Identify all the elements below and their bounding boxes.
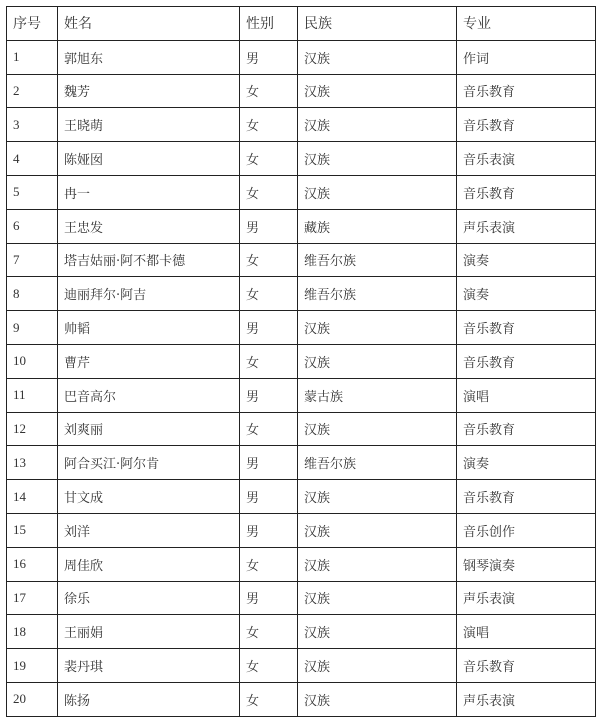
cell-name: 王丽娟 <box>58 615 240 649</box>
cell-index: 3 <box>7 108 58 142</box>
cell-gender: 男 <box>240 40 298 74</box>
cell-name: 冉一 <box>58 175 240 209</box>
table-row <box>7 243 596 277</box>
cell-name: 迪丽拜尔·阿吉 <box>58 277 240 311</box>
cell-major: 声乐表演 <box>457 581 596 615</box>
cell-gender: 女 <box>240 142 298 176</box>
cell-ethnicity: 汉族 <box>298 649 457 683</box>
table-row <box>7 547 596 581</box>
cell-ethnicity: 藏族 <box>298 209 457 243</box>
cell-name: 陈扬 <box>58 682 240 716</box>
cell-ethnicity: 汉族 <box>298 344 457 378</box>
cell-index: 15 <box>7 513 58 547</box>
cell-name: 塔吉姑丽·阿不都卡德 <box>58 243 240 277</box>
cell-name: 陈娅囡 <box>58 142 240 176</box>
cell-major: 音乐教育 <box>457 412 596 446</box>
cell-index: 7 <box>7 243 58 277</box>
header-index: 序号 <box>7 7 58 41</box>
cell-gender: 女 <box>240 74 298 108</box>
cell-major: 钢琴演奏 <box>457 547 596 581</box>
cell-gender: 女 <box>240 682 298 716</box>
cell-major: 演唱 <box>457 615 596 649</box>
header-name: 姓名 <box>58 7 240 41</box>
cell-gender: 女 <box>240 344 298 378</box>
cell-ethnicity: 汉族 <box>298 40 457 74</box>
cell-name: 阿合买江·阿尔肯 <box>58 446 240 480</box>
table-row <box>7 682 596 716</box>
cell-gender: 男 <box>240 581 298 615</box>
cell-major: 演奏 <box>457 277 596 311</box>
table-row <box>7 649 596 683</box>
cell-gender: 男 <box>240 378 298 412</box>
cell-gender: 女 <box>240 243 298 277</box>
cell-major: 音乐表演 <box>457 142 596 176</box>
cell-major: 音乐教育 <box>457 311 596 345</box>
cell-gender: 男 <box>240 311 298 345</box>
cell-major: 声乐表演 <box>457 209 596 243</box>
cell-ethnicity: 维吾尔族 <box>298 277 457 311</box>
cell-name: 曹芹 <box>58 344 240 378</box>
cell-major: 音乐教育 <box>457 480 596 514</box>
cell-name: 王晓萌 <box>58 108 240 142</box>
cell-index: 13 <box>7 446 58 480</box>
cell-ethnicity: 汉族 <box>298 480 457 514</box>
cell-index: 5 <box>7 175 58 209</box>
cell-ethnicity: 汉族 <box>298 175 457 209</box>
cell-name: 刘洋 <box>58 513 240 547</box>
cell-gender: 男 <box>240 480 298 514</box>
cell-ethnicity: 汉族 <box>298 412 457 446</box>
table-header-row <box>7 7 596 41</box>
cell-index: 17 <box>7 581 58 615</box>
cell-name: 裴丹琪 <box>58 649 240 683</box>
cell-gender: 女 <box>240 547 298 581</box>
cell-name: 王忠发 <box>58 209 240 243</box>
cell-major: 演奏 <box>457 243 596 277</box>
cell-index: 16 <box>7 547 58 581</box>
cell-index: 10 <box>7 344 58 378</box>
table-row <box>7 412 596 446</box>
cell-major: 音乐教育 <box>457 175 596 209</box>
table-row <box>7 142 596 176</box>
cell-index: 4 <box>7 142 58 176</box>
cell-gender: 女 <box>240 615 298 649</box>
table-body <box>7 40 596 716</box>
cell-ethnicity: 汉族 <box>298 142 457 176</box>
table-row <box>7 378 596 412</box>
cell-index: 1 <box>7 40 58 74</box>
table-row <box>7 209 596 243</box>
cell-ethnicity: 汉族 <box>298 74 457 108</box>
cell-index: 18 <box>7 615 58 649</box>
cell-major: 演唱 <box>457 378 596 412</box>
cell-major: 音乐创作 <box>457 513 596 547</box>
cell-name: 郭旭东 <box>58 40 240 74</box>
cell-ethnicity: 汉族 <box>298 581 457 615</box>
table-row <box>7 311 596 345</box>
cell-name: 徐乐 <box>58 581 240 615</box>
table-row <box>7 446 596 480</box>
cell-index: 11 <box>7 378 58 412</box>
cell-name: 甘文成 <box>58 480 240 514</box>
cell-index: 9 <box>7 311 58 345</box>
table-row <box>7 175 596 209</box>
header-gender: 性别 <box>240 7 298 41</box>
roster-table <box>6 6 596 717</box>
table-row <box>7 74 596 108</box>
cell-index: 6 <box>7 209 58 243</box>
table-row <box>7 513 596 547</box>
cell-index: 2 <box>7 74 58 108</box>
table-row <box>7 40 596 74</box>
cell-name: 巴音高尔 <box>58 378 240 412</box>
table-row <box>7 344 596 378</box>
header-ethnicity: 民族 <box>298 7 457 41</box>
cell-ethnicity: 汉族 <box>298 547 457 581</box>
cell-gender: 女 <box>240 108 298 142</box>
cell-gender: 女 <box>240 412 298 446</box>
cell-index: 12 <box>7 412 58 446</box>
cell-index: 8 <box>7 277 58 311</box>
cell-index: 19 <box>7 649 58 683</box>
cell-gender: 女 <box>240 649 298 683</box>
cell-ethnicity: 汉族 <box>298 108 457 142</box>
cell-ethnicity: 蒙古族 <box>298 378 457 412</box>
cell-ethnicity: 维吾尔族 <box>298 446 457 480</box>
cell-gender: 男 <box>240 513 298 547</box>
cell-gender: 男 <box>240 446 298 480</box>
cell-name: 刘爽丽 <box>58 412 240 446</box>
cell-gender: 男 <box>240 209 298 243</box>
cell-ethnicity: 汉族 <box>298 682 457 716</box>
cell-name: 帅韬 <box>58 311 240 345</box>
cell-ethnicity: 维吾尔族 <box>298 243 457 277</box>
cell-index: 14 <box>7 480 58 514</box>
cell-gender: 女 <box>240 277 298 311</box>
cell-major: 作词 <box>457 40 596 74</box>
table-row <box>7 615 596 649</box>
cell-major: 声乐表演 <box>457 682 596 716</box>
cell-major: 音乐教育 <box>457 344 596 378</box>
cell-ethnicity: 汉族 <box>298 311 457 345</box>
cell-major: 音乐教育 <box>457 74 596 108</box>
header-major: 专业 <box>457 7 596 41</box>
cell-major: 音乐教育 <box>457 649 596 683</box>
table-row <box>7 581 596 615</box>
table-row <box>7 277 596 311</box>
cell-major: 演奏 <box>457 446 596 480</box>
cell-ethnicity: 汉族 <box>298 615 457 649</box>
cell-index: 20 <box>7 682 58 716</box>
cell-name: 魏芳 <box>58 74 240 108</box>
table-row <box>7 480 596 514</box>
cell-ethnicity: 汉族 <box>298 513 457 547</box>
cell-gender: 女 <box>240 175 298 209</box>
cell-name: 周佳欣 <box>58 547 240 581</box>
cell-major: 音乐教育 <box>457 108 596 142</box>
table-row <box>7 108 596 142</box>
